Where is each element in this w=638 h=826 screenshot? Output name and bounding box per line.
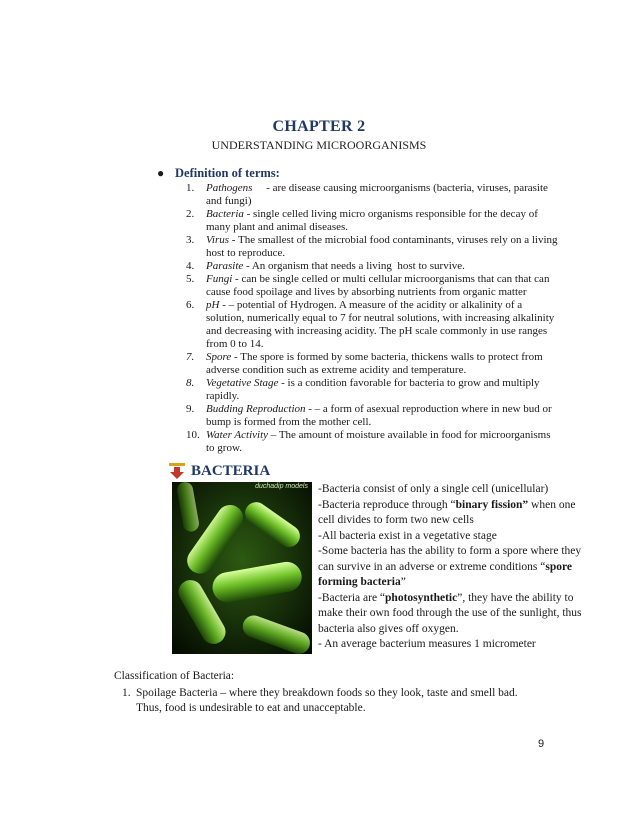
- definitions-list: [186, 182, 558, 455]
- definition-term: Virus: [206, 234, 230, 246]
- definition-text: - – a form of asexual reproduction where in new bud or bump is formed from the mother cell.: [206, 403, 552, 428]
- definition-item: 5. Fungi - can be single celled or multi cellular microorganisms that can that can cause food spoilage and lives by absorbing nutrients from organic matter: [186, 273, 550, 298]
- bacteria-fact: -Bacteria consist of only a single cell (unicellular): [318, 483, 549, 495]
- definition-text: - – potential of Hydrogen. A measure of the acidity or alkalinity of a solution, numerically equal to 7 for neutral solutions, with increasing alkalinity and decreasing with increasing acidity. The pH scale commonly in use ranges from 0 to 14.: [206, 299, 555, 350]
- page-number: 9: [538, 738, 545, 750]
- definition-text: - is a condition favorable for bacteria to grow and multiply rapidly.: [206, 377, 540, 402]
- definition-term: Fungi: [206, 273, 233, 285]
- definition-text: - can be single celled or multi cellular microorganisms that can that can cause food spoilage and lives by absorbing nutrients from organic matter: [206, 273, 550, 298]
- definition-item: 8. Vegetative Stage - is a condition favorable for bacteria to grow and multiply rapidly.: [186, 377, 540, 402]
- definition-item: 2. Bacteria - single celled living micro organisms responsible for the decay of many plant and animal diseases.: [186, 208, 538, 233]
- definition-term: Water Activity: [206, 429, 269, 441]
- chapter-subtitle: UNDERSTANDING MICROORGANISMS: [211, 138, 427, 152]
- definition-item: 9. Budding Reproduction - – a form of asexual reproduction where in new bud or bump is formed from the mother cell.: [186, 403, 552, 428]
- definition-text: - The spore is formed by some bacteria, thickens walls to protect from adverse condition such as extreme acidity and temperature.: [206, 351, 543, 376]
- definition-term: Spore: [206, 351, 232, 363]
- definition-term: Vegetative Stage: [206, 377, 279, 389]
- definition-text: - are disease causing microorganisms (bacteria, viruses, parasite and fungi): [206, 182, 551, 207]
- definition-item: 4. Parasite - An organism that needs a living host to survive.: [186, 260, 465, 272]
- image-watermark: duchadip models: [255, 483, 308, 490]
- definitions-heading: Definition of terms:: [175, 166, 280, 180]
- chapter-title: CHAPTER 2: [272, 118, 366, 135]
- definition-item: 3. Virus - The smallest of the microbial food contaminants, viruses rely on a living host to reproduce.: [186, 234, 558, 259]
- classification-list: [114, 686, 534, 716]
- definition-item: 10. Water Activity – The amount of moisture available in food for microorganisms to grow.: [186, 429, 551, 454]
- arrow-down-icon: [168, 462, 186, 480]
- bacteria-heading-text: BACTERIA: [191, 462, 271, 479]
- definition-term: Bacteria: [206, 208, 244, 220]
- definition-item: 1. Pathogens - are disease causing microorganisms (bacteria, viruses, parasite and fungi): [186, 182, 551, 207]
- classification-heading: Classification of Bacteria:: [114, 670, 235, 682]
- definition-term: Budding Reproduction: [206, 403, 306, 415]
- bacteria-image: [172, 482, 312, 654]
- bacteria-facts: [318, 482, 593, 653]
- definition-term: Pathogens: [206, 182, 253, 194]
- bacteria-heading: [168, 462, 270, 480]
- definition-term: Parasite: [206, 260, 244, 272]
- definition-text: – The amount of moisture available in food for microorganisms to grow.: [206, 429, 551, 454]
- classification-item: 1. Spoilage Bacteria – where they breakdown foods so they look, taste and smell bad. Thus, food is undesirable to eat and unacceptable.: [122, 687, 518, 714]
- bacteria-fact: - An average bacterium measures 1 micrometer: [318, 638, 536, 650]
- bacteria-fact: -All bacteria exist in a vegetative stage: [318, 529, 497, 542]
- definition-term: pH: [206, 299, 220, 311]
- definition-item: 6. pH - – potential of Hydrogen. A measure of the acidity or alkalinity of a solution, numerically equal to 7 for neutral solutions, with increasing alkalinity and decreasing with increasing acidity. The pH scale commonly in use ranges from 0 to 14.: [186, 299, 555, 350]
- definition-text: - single celled living micro organisms responsible for the decay of many plant and animal diseases.: [206, 208, 538, 233]
- bullet-icon: ●: [157, 166, 165, 180]
- bacteria-fact: -Bacteria reproduce through “binary fission” when one cell divides to form two new cells: [318, 498, 576, 526]
- bacteria-fact: -Some bacteria has the ability to form a spore where they can survive in an adverse or extreme conditions “spore forming bacteria”: [318, 545, 582, 588]
- definition-text: - The smallest of the microbial food contaminants, viruses rely on a living host to reproduce.: [206, 234, 558, 259]
- bacteria-fact: -Bacteria are “photosynthetic”, they have the ability to make their own food through the use of the sunlight, thus bacteria also gives off oxygen.: [318, 591, 582, 635]
- definition-text: - An organism that needs a living host to survive.: [243, 260, 465, 272]
- definition-item: 7. Spore - The spore is formed by some bacteria, thickens walls to protect from adverse condition such as extreme acidity and temperature.: [186, 351, 543, 376]
